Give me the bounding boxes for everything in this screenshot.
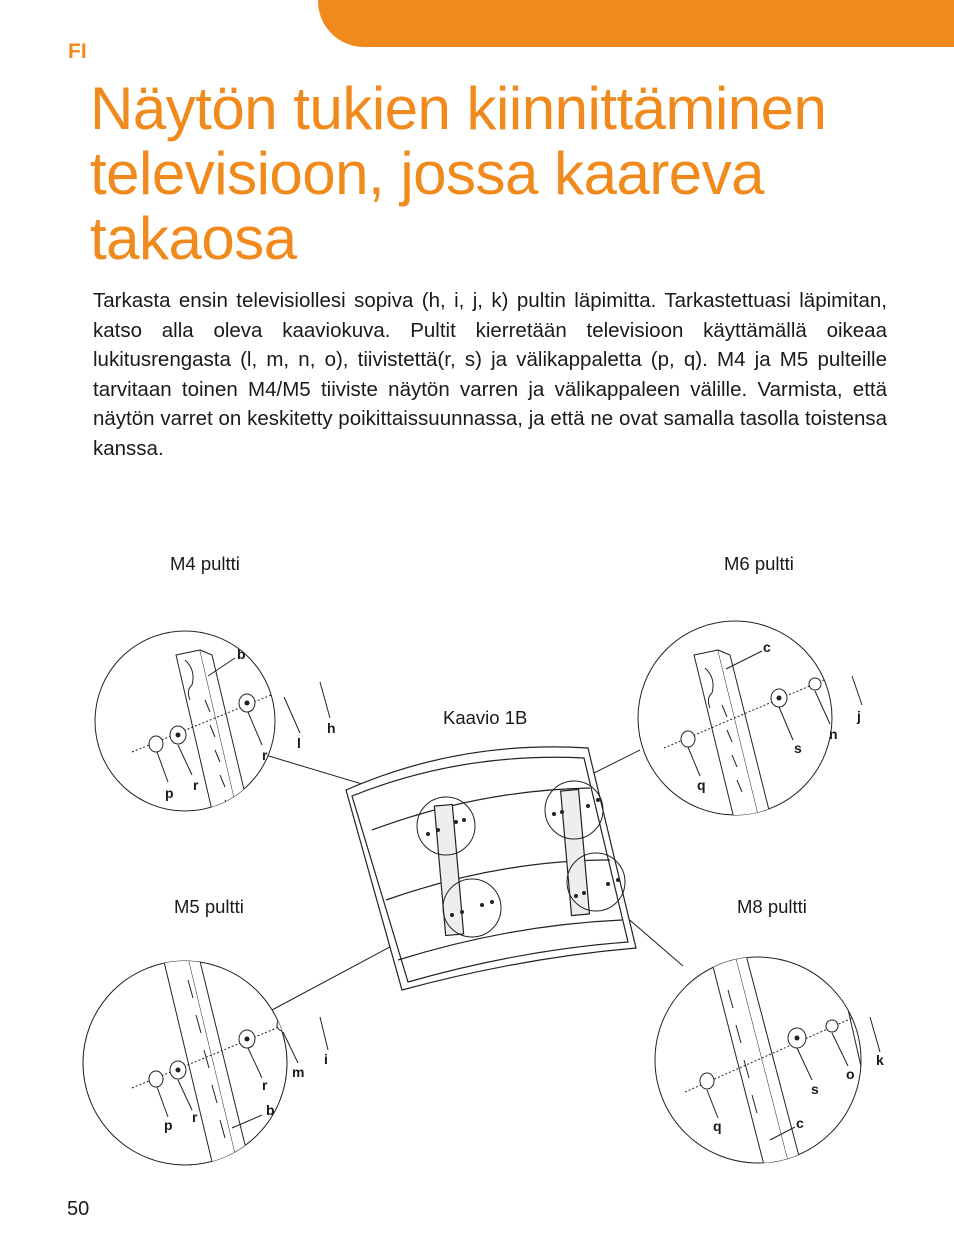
title-line: televisioon, jossa kaareva: [90, 140, 765, 207]
part-label: k: [876, 1052, 884, 1068]
part-label: h: [327, 720, 336, 736]
language-code: FI: [68, 40, 87, 63]
page-number: 50: [67, 1198, 90, 1220]
part-label: m: [292, 1064, 305, 1080]
detail-label-m5: M5 pultti: [174, 896, 244, 917]
part-label: q: [697, 777, 706, 793]
part-label: b: [266, 1102, 275, 1118]
part-label: r: [262, 747, 268, 763]
part-label: c: [763, 639, 771, 655]
tv-back: [346, 747, 636, 990]
part-label: q: [713, 1118, 722, 1134]
part-label: l: [297, 735, 301, 751]
part-label: b: [237, 646, 246, 662]
part-label: r: [192, 1109, 198, 1125]
part-label: r: [262, 1077, 268, 1093]
part-label: n: [829, 726, 838, 742]
part-label: s: [794, 740, 802, 756]
part-label: o: [846, 1066, 855, 1082]
title-line: Näytön tukien kiinnittäminen: [90, 75, 827, 142]
part-label: p: [164, 1117, 173, 1133]
part-label: s: [811, 1081, 819, 1097]
title-line: takaosa: [90, 205, 297, 272]
detail-label-m4: M4 pultti: [170, 553, 240, 574]
detail-label-m6: M6 pultti: [724, 553, 794, 574]
part-label: c: [796, 1115, 804, 1131]
part-label: j: [857, 708, 861, 724]
figure-label: Kaavio 1B: [443, 707, 528, 728]
part-label: r: [193, 777, 199, 793]
part-label: i: [324, 1051, 328, 1067]
part-label: p: [165, 785, 174, 801]
instruction-paragraph: Tarkasta ensin televisiollesi sopiva (h, i, j, k) pultin läpimitta. Tarkastettuasi läpimitan, katso alla oleva kaaviokuva. Pultit kierretään televisioon käyttämällä oikeaa lukitusrengasta (l, m, n, o), tiivistettä(r, s) ja välikappaletta (p, q). M4 ja M5 pulteille tarvitaan toinen M4/M5 tiiviste näytön varren ja välikappaleen välille. Varmista, että näytön varret on keskitetty poikittaissuunnassa, ja että ne ovat samalla tasolla toistensa kanssa.: [93, 289, 887, 460]
detail-label-m8: M8 pultti: [737, 896, 807, 917]
